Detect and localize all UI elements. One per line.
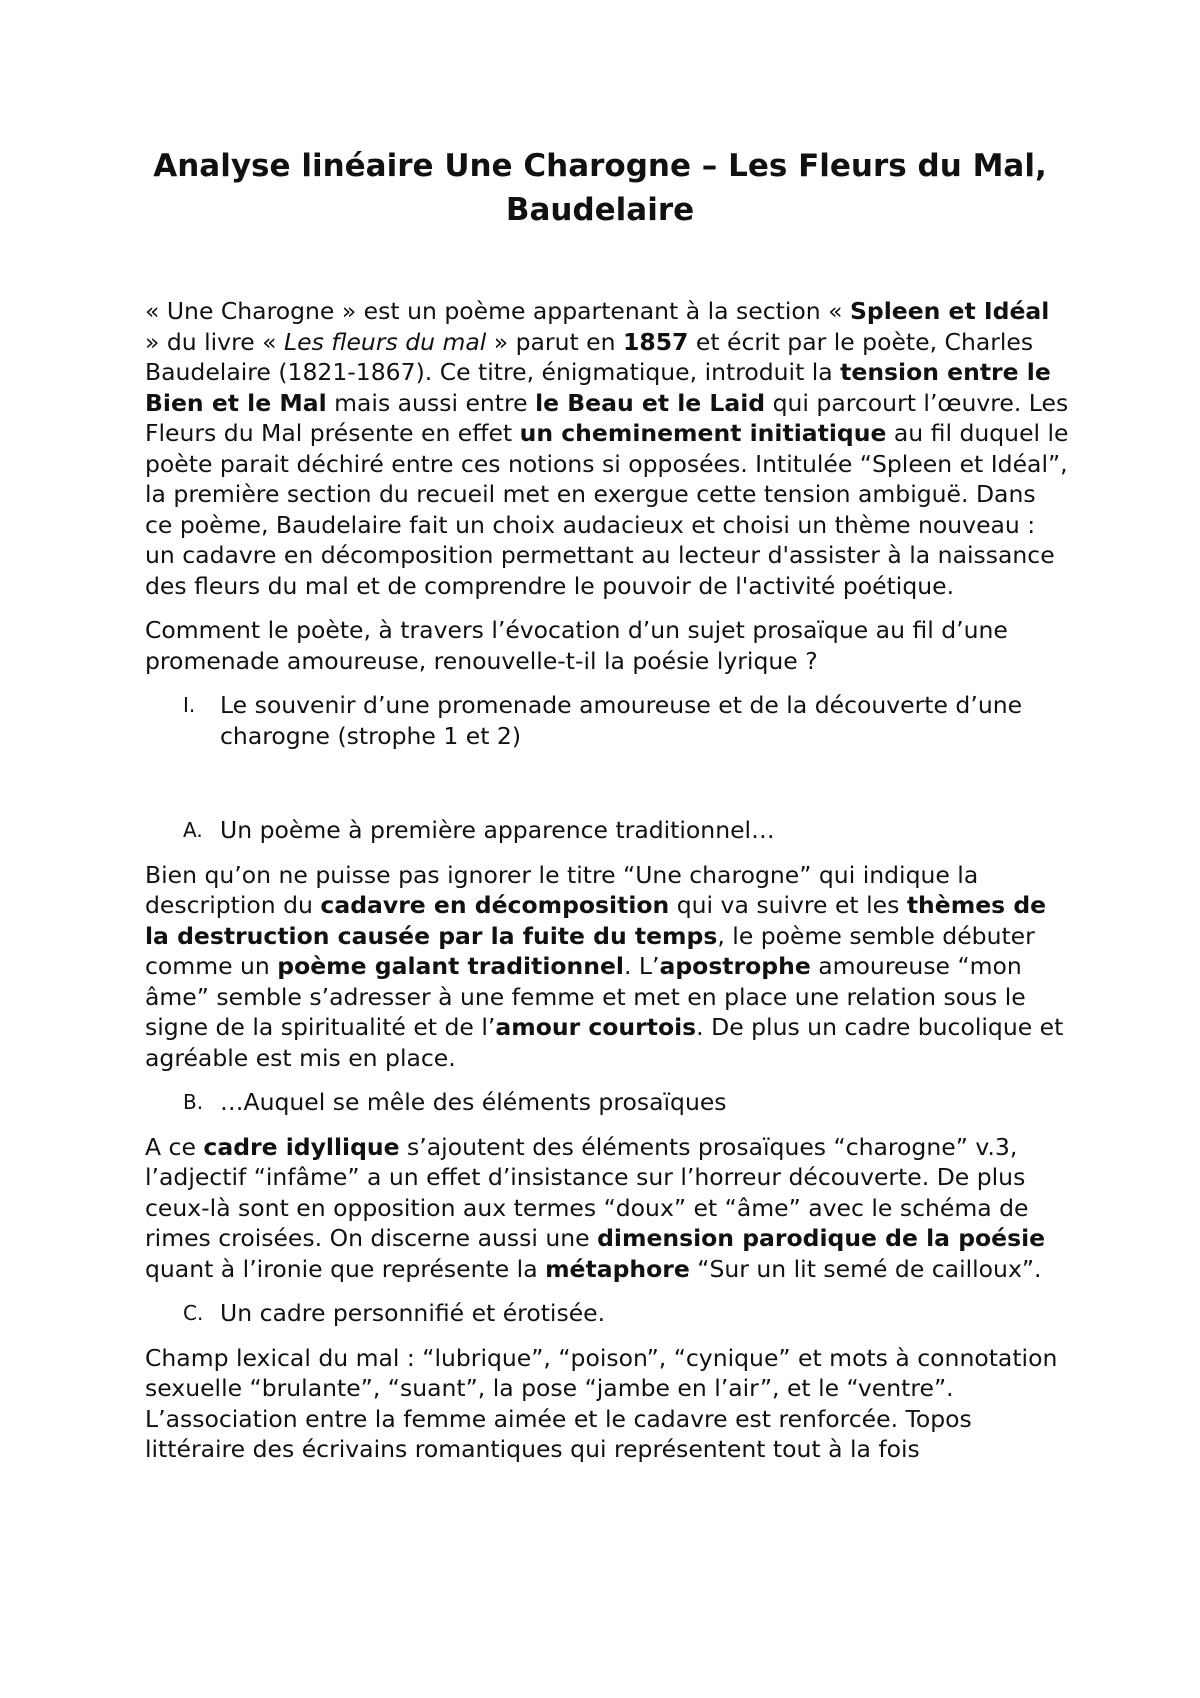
section-a-bold-5: amour courtois bbox=[495, 1013, 697, 1041]
section-b-text-3: quant à l’ironie que représente la bbox=[145, 1254, 546, 1283]
part-1-heading bbox=[145, 690, 1070, 751]
section-a-text-2: qui va suivre et les bbox=[669, 891, 907, 919]
section-c-label: Un cadre personnifié et érotisée. bbox=[220, 1299, 606, 1327]
section-b-heading bbox=[145, 1087, 1070, 1118]
section-b-number: B. bbox=[183, 1090, 204, 1114]
intro-text-5: mais aussi entre bbox=[326, 388, 536, 417]
section-a-text-5: amoureuse “mon âme” semble s’adresser à une femme et met en place une relation sous le signe de la spiritualité et de l’ bbox=[145, 952, 1026, 1041]
document-title: Analyse linéaire Une Charogne – Les Fleurs du Mal, Baudelaire bbox=[153, 148, 1047, 228]
problematique-paragraph: Comment le poète, à travers l’évocation d’un sujet prosaïque au fil d’une promenade amoureuse, renouvelle-t-il la poésie lyrique ? bbox=[145, 616, 1008, 675]
section-c-number: C. bbox=[183, 1301, 204, 1325]
intro-text-7: au fil duquel le poète parait déchiré entre ces notions si opposées. Intitulée “Spleen et Idéal”, la première section du recueil met en exergue cette tension ambiguë. Dans ce poème, Baudelaire fait un choix audacieux et choisi un thème nouveau : un cadavre en décomposition permettant au lecteur d'assister à la naissance des fleurs du mal et de comprendre le pouvoir de l'activité poétique. bbox=[145, 419, 1069, 600]
intro-bold-tension: tension entre le Bien et le Mal bbox=[145, 358, 1051, 417]
section-c-paragraph: Champ lexical du mal : “lubrique”, “poison”, “cynique” et mots à connotation sexuelle “brulante”, “suant”, la pose “jambe en l’air”, et le “ventre”. L’association entre la femme aimée et le cadavre est renforcée. Topos littéraire des écrivains romantiques qui représentent tout à la fois bbox=[145, 1343, 1058, 1463]
section-b-bold-3: métaphore bbox=[545, 1254, 690, 1283]
section-a-heading bbox=[145, 815, 1070, 846]
part-1-number: I. bbox=[183, 693, 196, 717]
section-a-text-3: , le poème semble débuter comme un bbox=[145, 921, 1035, 980]
section-b-text-1: A ce bbox=[145, 1132, 204, 1161]
intro-bold-beau-laid: le Beau et le Laid bbox=[535, 388, 766, 417]
intro-text-1: « Une Charogne » est un poème appartenant à la section « bbox=[145, 297, 850, 325]
section-b-paragraph bbox=[145, 1132, 1070, 1285]
intro-italic-title: Les fleurs du mal bbox=[284, 327, 487, 356]
intro-bold-year: 1857 bbox=[623, 327, 689, 356]
section-a-bold-1: cadavre en décomposition bbox=[320, 891, 670, 919]
section-b-label: …Auquel se mêle des éléments prosaïques bbox=[220, 1088, 727, 1116]
section-b-text-4: “Sur un lit semé de cailloux”. bbox=[689, 1254, 1042, 1283]
section-a-text-4: . L’ bbox=[623, 952, 660, 980]
intro-text-4: et écrit par le poète, Charles Baudelaire (1821-1867). Ce titre, énigmatique, introduit la bbox=[145, 327, 1034, 386]
section-a-paragraph bbox=[145, 860, 1070, 1074]
intro-text-3: » parut en bbox=[486, 327, 623, 356]
section-a-text-1: Bien qu’on ne puisse pas ignorer le titre “Une charogne” qui indique la description du bbox=[145, 860, 979, 919]
section-b-bold-1: cadre idyllique bbox=[203, 1132, 400, 1161]
part-1-label: Le souvenir d’une promenade amoureuse et de la découverte d’une charogne (strophe 1 et 2) bbox=[220, 691, 1023, 750]
section-a-bold-3: poème galant traditionnel bbox=[277, 952, 624, 980]
intro-bold-cheminement: un cheminement initiatique bbox=[519, 419, 887, 447]
intro-text-2: » du livre « bbox=[145, 327, 285, 356]
section-a-number: A. bbox=[183, 818, 203, 842]
section-a-bold-2: thèmes de la destruction causée par la fuite du temps bbox=[145, 891, 1047, 950]
section-b-bold-2: dimension parodique de la poésie bbox=[597, 1224, 1046, 1252]
section-a-bold-4: apostrophe bbox=[659, 952, 811, 980]
intro-bold-spleen: Spleen et Idéal bbox=[849, 297, 1050, 325]
intro-paragraph bbox=[145, 296, 1070, 601]
intro-text-6: qui parcourt l’œuvre. Les Fleurs du Mal présente en effet bbox=[145, 388, 1069, 447]
section-a-text-6: . De plus un cadre bucolique et agréable est mis en place. bbox=[145, 1013, 1064, 1072]
section-a-label: Un poème à première apparence traditionnel… bbox=[220, 816, 775, 844]
section-c-heading bbox=[145, 1298, 1070, 1329]
section-b-text-2: s’ajoutent des éléments prosaïques “charogne” v.3, l’adjectif “infâme” a un effet d’insistance sur l’horreur découverte. De plus ceux-là sont en opposition aux termes “doux” et “âme” avec le schéma de rimes croisées. On discerne aussi une bbox=[145, 1132, 1029, 1252]
document-body bbox=[145, 296, 1070, 1479]
